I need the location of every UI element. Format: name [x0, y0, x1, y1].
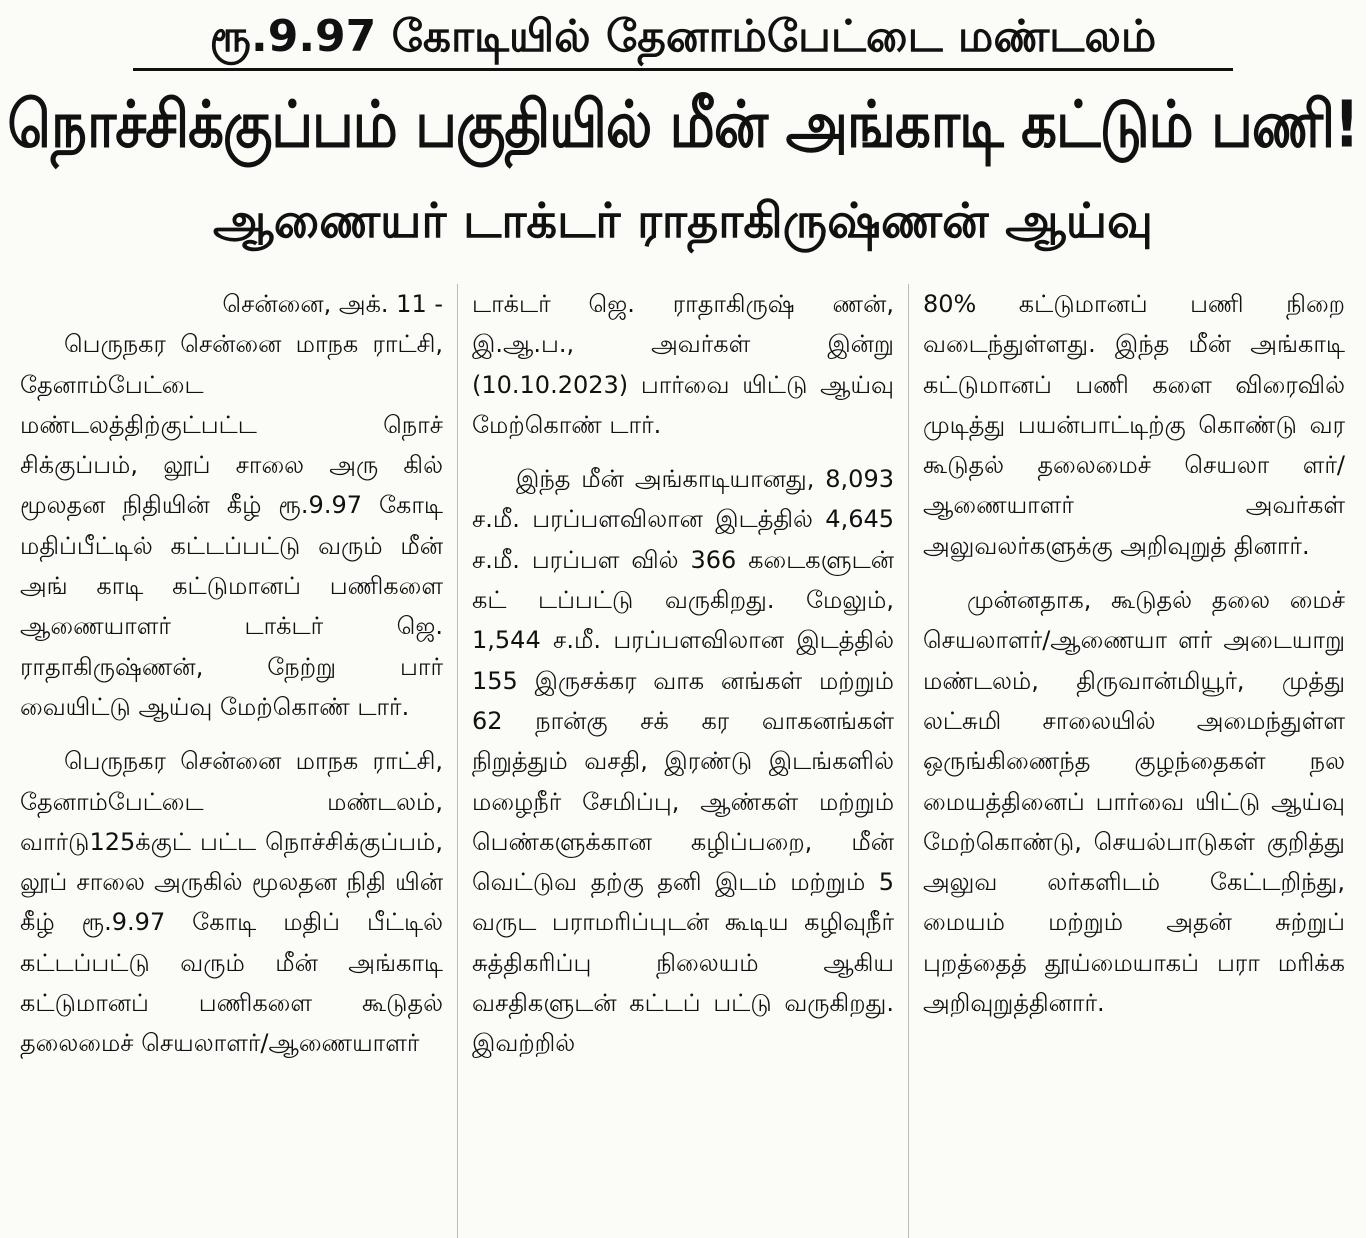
paragraph-1: பெருநகர சென்னை மாநக ராட்சி, தேனாம்பேட்டை மண்டலத்திற்குட்பட்ட நொச் சிக்குப்பம், லூப் சாலை அரு கில் மூலதன நிதியின் கீழ் ரூ.9.97 கோடி மதிப்பீட்டில் கட்டப்பட்டு வரும் மீன் அங் காடி கட்டுமானப் பணிகளை ஆணையாளர் டாக்டர் ஜெ. ராதாகிருஷ்ணன், நேற்று பார் வையிட்டு ஆய்வு மேற்கொண் டார்.: [20, 330, 443, 721]
article-body: [6, 284, 1360, 1238]
kicker-headline: ரூ.9.97 கோடியில் தேனாம்பேட்டை மண்டலம்: [209, 11, 1157, 62]
column-1: [6, 284, 457, 1238]
paragraph-5: 80% கட்டுமானப் பணி நிறை வடைந்துள்ளது. இந்த மீன் அங்காடி கட்டுமானப் பணி களை விரைவில் முடித்து பயன்பாட்டிற்கு கொண்டு வர கூடுதல் தலைமைச் செயலா ளர்/ஆணையாளர் அவர்கள் அலுவலர்களுக்கு அறிவுறுத் தினார்.: [923, 290, 1345, 560]
paragraph-2: பெருநகர சென்னை மாநக ராட்சி, தேனாம்பேட்டை மண்டலம், வார்டு125க்குட் பட்ட நொச்சிக்குப்பம், லூப் சாலை அருகில் மூலதன நிதி யின் கீழ் ரூ.9.97 கோடி மதிப் பீட்டில் கட்டப்பட்டு வரும் மீன் அங்காடி கட்டுமானப் பணிகளை கூடுதல் தலைமைச் செயலாளர்/ஆணையாளர்: [20, 747, 443, 1058]
paragraph-6: முன்னதாக, கூடுதல் தலை மைச் செயலாளர்/ஆணையா ளர் அடையாறு மண்டலம், திருவான்மியூர், முத்து லட்சுமி சாலையில் அமைந்துள்ள ஒருங்கிணைந்த குழந்தைகள் நல மையத்தினைப் பார்வை யிட்டு ஆய்வு மேற்கொண்டு, செயல்பாடுகள் குறித்து அலுவ லர்களிடம் கேட்டறிந்து, மையம் மற்றும் அதன் சுற்றுப் புறத்தைத் தூய்மையாகப் பரா மரிக்க அறிவுறுத்தினார்.: [923, 586, 1345, 1018]
paragraph-3: டாக்டர் ஜெ. ராதாகிருஷ் ணன், இ.ஆ.ப., அவர்கள் இன்று (10.10.2023) பார்வை யிட்டு ஆய்வு மேற்கொண் டார்.: [472, 290, 894, 439]
column-2: [457, 284, 908, 1238]
column-3: [908, 284, 1359, 1238]
sub-headline: ஆணையர் டாக்டர் ராதாகிருஷ்ணன் ஆய்வு: [212, 193, 1153, 249]
dateline: சென்னை, அக். 11 -: [222, 290, 443, 318]
main-headline: நொச்சிக்குப்பம் பகுதியில் மீன் அங்காடி கட்டும் பணி!: [7, 88, 1359, 163]
paragraph-4: இந்த மீன் அங்காடியானது, 8,093 ச.மீ. பரப்பளவிலான இடத்தில் 4,645 ச.மீ. பரப்பள வில் 366 கடைகளுடன் கட் டப்பட்டு வருகிறது. மேலும், 1,544 ச.மீ. பரப்பளவிலான இடத்தில் 155 இருசக்கர வாக னங்கள் மற்றும் 62 நான்கு சக் கர வாகனங்கள் நிறுத்தும் வசதி, இரண்டு இடங்களில் மழைநீர் சேமிப்பு, ஆண்கள் மற்றும் பெண்களுக்கான கழிப்பறை, மீன் வெட்டுவ தற்கு தனி இடம் மற்றும் 5 வருட பராமரிப்புடன் கூடிய கழிவுநீர் சுத்திகரிப்பு நிலையம் ஆகிய வசதிகளுடன் கட்டப் பட்டு வருகிறது. இவற்றில்: [472, 465, 894, 1058]
